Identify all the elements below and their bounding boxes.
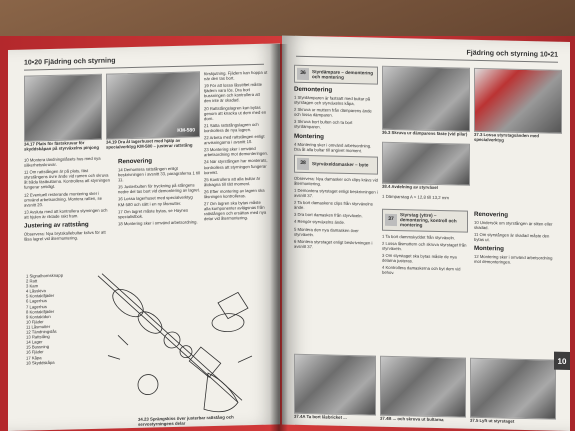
paragraph: 5 Montera den nya damasken över styrväxeln. xyxy=(294,226,359,237)
left-column-3 xyxy=(204,70,268,224)
parts-list-item: 12 Tändningslås xyxy=(26,328,57,335)
paragraph: 1 Demontera styrstaget enligt beskrivningen i avsnitt 37. xyxy=(294,187,378,199)
paragraph: 3 Om styrstaget ska bytas måste de nya delarna justeras. xyxy=(382,252,457,264)
section-title: Styrväxeldamasker – byte xyxy=(312,161,369,168)
photo-bolts xyxy=(380,356,466,418)
paragraph: 14 Demontera rattstången enligt beskrivningen i avsnitt 33, paragraferna 1 till 11. xyxy=(118,165,200,183)
parts-list-item: 11 Låsmutter xyxy=(26,323,51,330)
parts-list-item: 14 Lager xyxy=(26,339,43,345)
parts-list-item: 2 Ratt xyxy=(26,278,38,284)
paragraph: 20 Rattstångslagren kan bytas genom att knacka ut dem med en dorn. xyxy=(204,104,267,121)
paragraph: 24 När styrstången har monterats, kontrollera att styrningen fungerar korrekt. xyxy=(204,158,268,175)
photo-bearing-housing xyxy=(106,71,200,139)
photo-caption: 37.5 Lyft ut styrstaget xyxy=(470,417,515,424)
paragraph: 10 Montera tändningslåsets hus med nya säkerhetsskruvar. xyxy=(24,155,101,168)
photo-caption: 37.4A Ta bort låsbricket ... xyxy=(294,413,347,420)
paragraph: 16 Lossa lagerhuset med specialverktyg KM-580 och sätt i en ny låsmutter. xyxy=(118,194,193,207)
section-number: 37 xyxy=(385,214,397,226)
steering-column-exploded-diagram xyxy=(88,262,264,426)
parts-list-item: 9 Kontaktdon xyxy=(26,313,51,320)
photo-caption: 37.4B ... och skruva ut bultarna xyxy=(380,415,444,423)
photo-lock-plate xyxy=(294,354,376,416)
parts-list-item: 17 Kåpa xyxy=(26,354,42,361)
section-heading: Renovering xyxy=(118,157,153,166)
paragraph: 3 Dra bort damasken från styrväxeln. xyxy=(294,212,363,219)
section-heading: Justering av rattstång xyxy=(24,221,89,230)
parts-list-item: 13 Rattstång xyxy=(26,334,50,340)
left-column-2 xyxy=(118,153,200,228)
parts-list-item: 5 Kontaktfjäder xyxy=(26,293,55,299)
section-number: 36 xyxy=(297,68,309,80)
paragraph: 4 Kontrollera damaskerna och byt dem vid behov. xyxy=(382,264,461,276)
section-box xyxy=(294,154,378,174)
paragraph: 22 Arbeta med rattstången enligt anvisningarna i avsnitt 10. xyxy=(204,133,265,146)
photo-steering-pinion xyxy=(24,74,102,142)
paragraph: 2 Ta bort damaskens clips från styrväxelns ände. xyxy=(294,199,373,211)
section-box xyxy=(382,209,468,233)
left-page xyxy=(8,43,280,431)
paragraph: Observera: Nya damasker och clips krävs vid återmontering. xyxy=(294,175,379,187)
paragraph: 25 Kontrollera att alla bultar är åtdragna till rätt moment. xyxy=(204,175,261,187)
right-column-1 xyxy=(294,62,378,253)
paragraph: 15 Justerbulten för tryckning på stångens nedre del tas bort vid demontering av lagret. xyxy=(118,182,200,195)
parts-list-item: 10 Fjäder xyxy=(26,318,44,325)
paragraph: 23 Montering sker i omvänd arbetsordning mot demonteringen. xyxy=(204,146,269,158)
right-page xyxy=(282,35,570,431)
paragraph: 1 Styrdämparen är fastsatt med bultar på styrstagen och styrväxelns kåpa. xyxy=(294,94,371,107)
paragraph: 13 Avsluta med att kontrollera styrningen och att hjulen är riktade rakt fram. xyxy=(24,207,108,220)
parts-list-item: 18 Skyddskåpa xyxy=(26,359,55,366)
photo-caption: 37.3 Lossa styrstagsänden med specialverktyg xyxy=(474,131,539,143)
paragraph: 10 Undersök om styrstången är sliten eller skadad. xyxy=(474,219,553,231)
left-column-1 xyxy=(24,155,112,243)
photo-caption: 38.4 Avdelning av styrväxel xyxy=(382,183,438,191)
photo-steering-gear xyxy=(382,142,470,186)
paragraph: 12 Montering sker i omvänd arbetsordning mot demonteringen. xyxy=(474,254,553,266)
photo-note: 1 Dämparstag A = 12,8 till 13,2 mm xyxy=(382,193,449,201)
photo-tie-rod xyxy=(474,68,562,134)
section-title: Styrdämpare – demontering och montering xyxy=(312,68,374,80)
photo-tie-rod-removal xyxy=(470,358,556,420)
left-page-header: 10•20 Fjädring och styrning xyxy=(24,57,116,67)
parts-list-item: 15 Bussning xyxy=(26,344,50,350)
parts-list-item: 6 Lagerhus xyxy=(26,298,47,305)
parts-list-item: 7 Lagerhus xyxy=(26,303,47,310)
right-column-3 xyxy=(474,208,554,268)
paragraph: Observera: Nya brytskallebultar krävs för att låsa lagret vid återmontering. xyxy=(24,229,106,242)
section-heading: Demontering xyxy=(294,85,333,94)
paragraph: 2 Skruva ur muttern från dämparens ände och lossa dämparen. xyxy=(294,106,372,118)
paragraph: 12 Eventuell resterande montering sker i omvänd arbetsordning. Montera ratten, se avsnitt 20. xyxy=(24,190,102,208)
parts-list-item: 4 Låsskiva xyxy=(26,288,46,294)
paragraph: förskjutning. Fjädern kan hoppa ut när den tas bort. xyxy=(204,69,268,82)
parts-list xyxy=(26,273,63,366)
section-number: 38 xyxy=(297,158,309,170)
paragraph: 27 Om lagren ska bytas måste alla komponenter avlägsnas från rattstången och ersättas med nya delar vid återmontering. xyxy=(204,199,267,222)
section-box xyxy=(294,65,378,85)
paragraph: 26 Efter montering av lagren ska låsningen kontrolleras. xyxy=(204,187,265,200)
photo-caption: 36.3 Skruva ur dämparens fäste (vid pilar) xyxy=(382,129,468,137)
section-heading: Renovering xyxy=(474,210,509,219)
section-heading: Montering xyxy=(294,132,324,140)
chapter-tab: 10 xyxy=(554,352,570,370)
paragraph: 18 Montering sker i omvänd arbetsordning. xyxy=(118,219,198,227)
paragraph: 2 Lossa låsmuttern och skruva styrstaget från styrväxeln. xyxy=(382,240,467,251)
parts-list-item: 3 Kam xyxy=(26,283,39,289)
parts-list-item: 1 Signalhornsknapp xyxy=(26,272,64,279)
paragraph: 21 Sätta rattstångslagren och kontrollera de nya lagren. xyxy=(204,121,259,134)
paragraph: 19 För att lossa låsstiftet måste fjädern vara lös. Dra bort bussningen och kontrollera att den inte är skadad. xyxy=(204,81,262,104)
right-column-2 xyxy=(382,206,468,279)
paragraph: 17 Om lagret måste bytas, se Haynes specialistbok. xyxy=(118,207,189,220)
book-gutter xyxy=(270,44,288,431)
paragraph: 4 Rengör styrväxelns ände. xyxy=(294,219,345,226)
section-heading: Montering xyxy=(474,245,504,253)
parts-list-item: 8 Kontaktfjäder xyxy=(26,308,55,315)
parts-list-item: 16 Fjäder xyxy=(26,349,44,355)
tool-label: KM-580 xyxy=(177,127,195,134)
paragraph: 11 Om styrstången är skadad måste den bytas ut. xyxy=(474,232,550,243)
diagram-caption: 34.23 Sprängskiss över justerbar rattstång och servostyrningens delar xyxy=(138,414,234,427)
right-page-header: Fjädring och styrning 10•21 xyxy=(466,49,558,59)
paragraph: 11 Om rattstången är på plats, fäst styrstångens övre ände vid ramen och skruva åt båda fästbultarna. Kontrollera att styrningen fungerar smidigt. xyxy=(24,168,110,191)
paragraph: 6 Montera styrstaget enligt beskrivningen i avsnitt 37. xyxy=(294,238,373,249)
paragraph: 4 Montering sker i omvänd arbetsordning. Dra åt alla bultar till angivet moment. xyxy=(294,141,372,153)
photo-caption: 34.17 Plats för fästskruvar för skyddskåpan på styrväxelns pinjong xyxy=(24,140,99,152)
photo-caption: 34.19 Dra åt lagerhuset med hjälp av specialverktyg KM-580 – justerar rattstång xyxy=(106,137,193,150)
paragraph: 3 Skruva bort bulten och ta bort styrdämparen. xyxy=(294,119,353,130)
section-title: Styrstag (yttre) – demontering, kontroll och montering xyxy=(400,212,457,229)
photo-steering-damper xyxy=(382,66,470,132)
paragraph: 1 Ta bort dammskyddet från styrväxeln. xyxy=(382,233,456,241)
